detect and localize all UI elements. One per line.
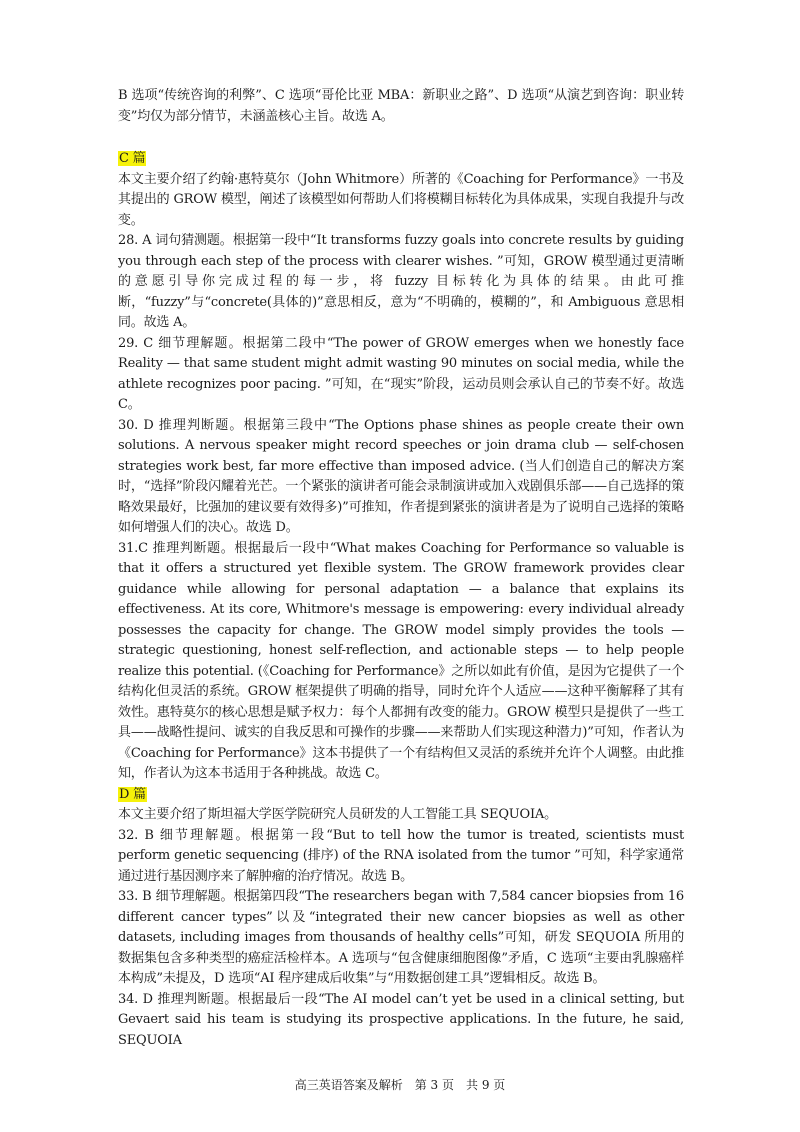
answer-28: 28. A 词句猜测题。根据第一段中“It transforms fuzzy goals into concrete results by guiding you through each step of the process with clearer wishes. ”可知，GROW 模型通过更清晰的意愿引导你完成过程的每一步，将 fuzzy 目标转化为具体的结果。由此可推断，“fuzzy”与“concrete(具体的)”意思相反，意为“不明确的，模糊的”，和 Ambiguous 意思相同。故选 A。 xyxy=(118,233,684,330)
answer-31: 31.C 推理判断题。根据最后一段中“What makes Coaching for Performance so valuable is that it offers a structured yet flexible system. The GROW framework provides clear guidance while allowing for personal adaptation — a balance that explains its effectiveness. At its core, Whitmore's message is empowering: every individual already possesses the capacity for change. The GROW model simply provides the tools — strategic questioning, honest self-reflection, and actionable steps — to help people realize this potential. (《Coaching for Performance》之所以如此有价值，是因为它提供了一个结构化但灵活的系统。GROW 框架提供了明确的指导，同时允许个人适应——这种平衡解释了其有效性。惠特莫尔的核心思想是赋予权力：每个人都拥有改变的能力。GROW 模型只是提供了一些工具——战略性提问、诚实的自我反思和可操作的步骤——来帮助人们实现这种潜力)”可知，作者认为《Coaching for Performance》这本书提供了一个有结构但又灵活的系统并允许个人调整。由此推知，作者认为这本书适用于各种挑战。故选 C。 xyxy=(118,540,684,781)
answer-33: 33. B 细节理解题。根据第四段“The researchers began with 7,584 cancer biopsies from 16 different cancer types”以及“integrated their new cancer biopsies as well as other datasets, including images from thousands of healthy cells”可知，研发 SEQUOIA 所用的数据集包含多种类型的癌症活检样本。A 选项与“包含健康细胞图像”矛盾，C 选项“主要由乳腺癌样本构成”未提及，D 选项“AI 程序建成后收集”与“用数据创建工具”逻辑相反。故选 B。 xyxy=(118,889,684,986)
section-d-summary: 本文主要介绍了斯坦福大学医学院研究人员研发的人工智能工具 SEQUOIA。 xyxy=(118,807,557,822)
section-c-heading-text: C 篇 xyxy=(119,151,146,166)
answer-page-body xyxy=(118,86,684,1051)
answer-30: 30. D 推理判断题。根据第三段中“The Options phase shines as people create their own solutions. A nervous speaker might record speeches or join drama club — self-chosen strategies work best, far more effective than imposed advice. (当人们创造自己的解决方案时，“选择”阶段闪耀着光芒。一个紧张的演讲者可能会录制演讲或加入戏剧俱乐部——自己选择的策略效果最好，比强加的建议要有效得多)”可推知，作者提到紧张的演讲者是为了说明自己选择的策略如何增强人们的决心。故选 D。 xyxy=(118,417,684,535)
section-c-heading xyxy=(118,149,684,170)
section-d-heading-text: D 篇 xyxy=(119,786,146,802)
intro-paragraph: B 选项“传统咨询的利弊”、C 选项“哥伦比亚 MBA：新职业之路”、D 选项“从演艺到咨询：职业转变”均仅为部分情节，未涵盖核心主旨。故选 A。 xyxy=(118,88,684,124)
answer-32: 32. B 细节理解题。根据第一段“But to tell how the tumor is treated, scientists must perform genetic sequencing (排序) of the RNA isolated from the tumor ”可知，科学家通常通过进行基因测序来了解肿瘤的治疗情况。故选 B。 xyxy=(118,827,684,884)
page-footer: 高三英语答案及解析 第 3 页 共 9 页 xyxy=(294,1078,506,1092)
section-c-summary: 本文主要介绍了约翰·惠特莫尔（John Whitmore）所著的《Coaching for Performance》一书及其提出的 GROW 模型，阐述了该模型如何帮助人们将模糊目标转化为具体成果，实现自我提升与改变。 xyxy=(118,171,684,228)
answer-34: 34. D 推理判断题。根据最后一段“The AI model can’t yet be used in a clinical setting, but Gevaert said his team is studying its prospective applications. In the future, he said, SEQUOIA xyxy=(118,991,684,1048)
answer-29: 29. C 细节理解题。根据第二段中“The power of GROW emerges when we honestly face Reality — that same student might admit wasting 90 minutes on social media, while the athlete recognizes poor pacing. ”可知，在“现实”阶段，运动员则会承认自己的节奏不好。故选 C。 xyxy=(118,335,684,412)
section-d-heading xyxy=(118,785,684,806)
